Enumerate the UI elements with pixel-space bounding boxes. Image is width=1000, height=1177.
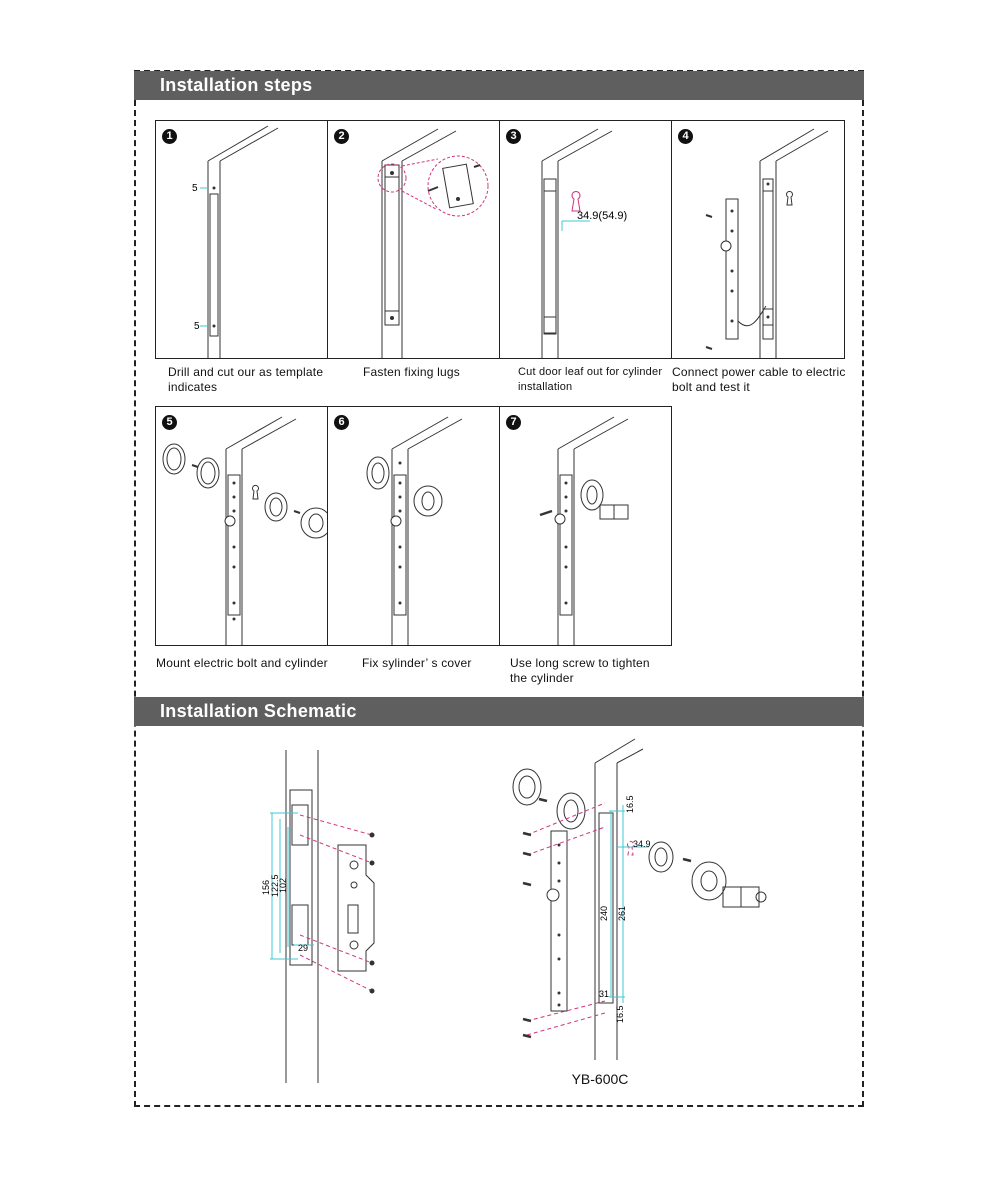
schematic-right-dim-1: 16.5 [625, 795, 635, 813]
step-2-illustration [328, 121, 500, 359]
step-6-illustration [328, 407, 500, 646]
step-3-dimension: 34.9(54.9) [577, 210, 628, 222]
schematic-right-dim-2: 34.9 [633, 839, 651, 849]
step-4-caption: Connect power cable to electric bolt and test it [672, 365, 846, 394]
step-1-illustration [156, 121, 328, 359]
schematic-banner [134, 697, 864, 726]
step-1-number: 1 [162, 129, 177, 144]
step-5-number: 5 [162, 415, 177, 430]
model-label: YB-600C [571, 1071, 629, 1087]
step-2-number: 2 [334, 129, 349, 144]
schematic-right-dim-4: 261 [617, 905, 627, 921]
schematic-left-drawing [250, 745, 400, 1090]
step-1-caption: Drill and cut our as template indicates [168, 365, 324, 394]
schematic-right-dim-6: 16.5 [615, 1005, 625, 1023]
schematic-right-drawing [505, 735, 785, 1065]
step-2-caption: Fasten fixing lugs [363, 365, 460, 379]
step-1-mark-bottom: 5 [194, 321, 200, 332]
step-7-number: 7 [506, 415, 521, 430]
step-4-number: 4 [678, 129, 693, 144]
step-6-panel [327, 406, 500, 646]
step-4-illustration [672, 121, 845, 359]
schematic-title: Installation Schematic [160, 701, 357, 721]
schematic-left-dim-3: 102 [278, 877, 288, 893]
step-7-panel [499, 406, 672, 646]
step-4-panel [671, 120, 845, 359]
schematic-left-dim-1: 156 [261, 879, 271, 895]
step-1-panel [155, 120, 328, 359]
step-7-caption: Use long screw to tighten the cylinder [510, 656, 650, 685]
step-5-caption: Mount electric bolt and cylinder [156, 656, 328, 670]
step-6-number: 6 [334, 415, 349, 430]
step-5-illustration [156, 407, 328, 646]
schematic-left-dim-2: 122.5 [270, 874, 280, 897]
step-7-illustration [500, 407, 672, 646]
step-2-panel [327, 120, 500, 359]
step-6-caption: Fix sylinder’ s cover [362, 656, 472, 670]
step-3-illustration [500, 121, 672, 359]
step-3-number: 3 [506, 129, 521, 144]
step-3-panel [499, 120, 672, 359]
schematic-left-dim-4: 29 [298, 943, 309, 953]
step-1-mark-top: 5 [192, 183, 198, 194]
step-3-caption: Cut door leaf out for cylinder installation [518, 366, 663, 393]
steps-banner [134, 71, 864, 100]
schematic-right-dim-5: 31 [599, 989, 610, 999]
schematic-right-dim-3: 240 [599, 905, 609, 921]
steps-title: Installation steps [160, 75, 313, 95]
step-5-panel [155, 406, 328, 646]
